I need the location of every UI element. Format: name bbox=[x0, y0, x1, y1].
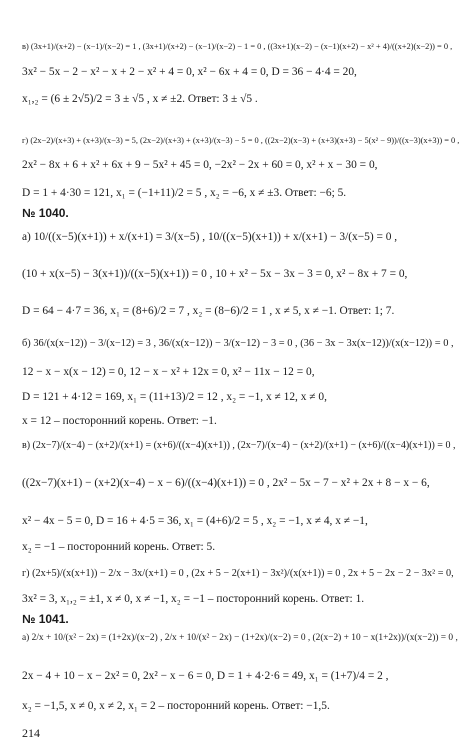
eq-1040v-line3: x² − 4x − 5 = 0, D = 16 + 4·5 = 36, x₁ = (4+6)/2 = 5 , x₂ = −1, x ≠ 4, x ≠ −1, bbox=[22, 515, 368, 527]
section-heading-1040: № 1040. bbox=[22, 206, 69, 220]
eq-1040v-line1: в) (2x−7)/(x−4) − (x+2)/(x+1) = (x+6)/((x−4)(x+1)) , (2x−7)/(x−4) − (x+2)/(x+1) − (x+6)/((x−4)(x+1)) = 0 , bbox=[22, 440, 456, 451]
eq-1039v-line2: 3x² − 5x − 2 − x² − x + 2 − x² + 4 = 0, x² − 6x + 4 = 0, D = 36 − 4·4 = 20, bbox=[22, 66, 357, 78]
eq-1040v-line4: x₂ = −1 – посторонний корень. Ответ: 5. bbox=[22, 541, 216, 553]
eq-1040a-line2: (10 + x(x−5) − 3(x+1))/((x−5)(x+1)) = 0 , 10 + x² − 5x − 3x − 3 = 0, x² − 8x + 7 = 0, bbox=[22, 268, 408, 280]
eq-1039g-line2: 2x² − 8x + 6 + x² + 6x + 9 − 5x² + 45 = 0, −2x² − 2x + 60 = 0, x² + x − 30 = 0, bbox=[22, 159, 378, 171]
eq-1040b-line2: 12 − x − x(x − 12) = 0, 12 − x − x² + 12x = 0, x² − 11x − 12 = 0, bbox=[22, 366, 315, 378]
eq-1040g-line1: г) (2x+5)/(x(x+1)) − 2/x − 3x/(x+1) = 0 , (2x + 5 − 2(x+1) − 3x²)/(x(x+1)) = 0 , 2x + 5 − 2x − 2 − 3x² = 0, bbox=[22, 568, 454, 579]
eq-1041a-line1: а) 2/x + 10/(x² − 2x) = (1+2x)/(x−2) , 2/x + 10/(x² − 2x) − (1+2x)/(x−2) = 0 , (2(x−2) + 10 − x(1+2x))/(x(x−2)) = 0 , bbox=[22, 633, 458, 643]
eq-1040b-line4: x = 12 – посторонний корень. Ответ: −1. bbox=[22, 415, 217, 427]
eq-1040b-line1: б) 36/(x(x−12)) − 3/(x−12) = 3 , 36/(x(x−12)) − 3/(x−12) − 3 = 0 , (36 − 3x − 3x(x−12))/(x(x−12)) = 0 , bbox=[22, 338, 454, 349]
section-heading-1041: № 1041. bbox=[22, 612, 69, 626]
eq-1041a-line2: 2x − 4 + 10 − x − 2x² = 0, 2x² − x − 6 = 0, D = 1 + 4·2·6 = 49, x₁ = (1+7)/4 = 2 , bbox=[22, 670, 389, 682]
eq-1040v-line2: ((2x−7)(x+1) − (x+2)(x−4) − x − 6)/((x−4)(x+1)) = 0 , 2x² − 5x − 7 − x² + 2x + 8 − x − 6, bbox=[22, 477, 430, 489]
eq-1039g-line3: D = 1 + 4·30 = 121, x₁ = (−1+11)/2 = 5 , x₂ = −6, x ≠ ±3. Ответ: −6; 5. bbox=[22, 187, 347, 199]
eq-1039v-line3: x₁,₂ = (6 ± 2√5)/2 = 3 ± √5 , x ≠ ±2. Ответ: 3 ± √5 . bbox=[22, 93, 258, 105]
eq-1039v-line1: в) (3x+1)/(x+2) − (x−1)/(x−2) = 1 , (3x+1)/(x+2) − (x−1)/(x−2) − 1 = 0 , ((3x+1)(x−2) − (x−1)(x+2) − x² + 4)/((x+2)(x−2)) = 0 , bbox=[22, 42, 453, 51]
eq-1039g-line1: г) (2x−2)/(x+3) + (x+3)/(x−3) = 5, (2x−2)/(x+3) + (x+3)/(x−3) − 5 = 0 , ((2x−2)(x−3) + (x+3)(x+3) − 5(x² − 9))/((x−3)(x+3)) = 0 , bbox=[22, 136, 460, 145]
eq-1040g-line2: 3x² = 3, x₁,₂ = ±1, x ≠ 0, x ≠ −1, x₂ = −1 – посторонний корень. Ответ: 1. bbox=[22, 593, 365, 605]
eq-1040a-line3: D = 64 − 4·7 = 36, x₁ = (8+6)/2 = 7 , x₂ = (8−6)/2 = 1 , x ≠ 5, x ≠ −1. Ответ: 1; 7. bbox=[22, 305, 395, 317]
eq-1040a-line1: а) 10/((x−5)(x+1)) + x/(x+1) = 3/(x−5) , 10/((x−5)(x+1)) + x/(x+1) − 3/(x−5) = 0 , bbox=[22, 231, 398, 243]
page-number: 214 bbox=[22, 726, 40, 740]
eq-1041a-line3: x₂ = −1,5, x ≠ 0, x ≠ 2, x₁ = 2 – посторонний корень. Ответ: −1,5. bbox=[22, 700, 330, 712]
eq-1040b-line3: D = 121 + 4·12 = 169, x₁ = (11+13)/2 = 12 , x₂ = −1, x ≠ 12, x ≠ 0, bbox=[22, 391, 327, 403]
